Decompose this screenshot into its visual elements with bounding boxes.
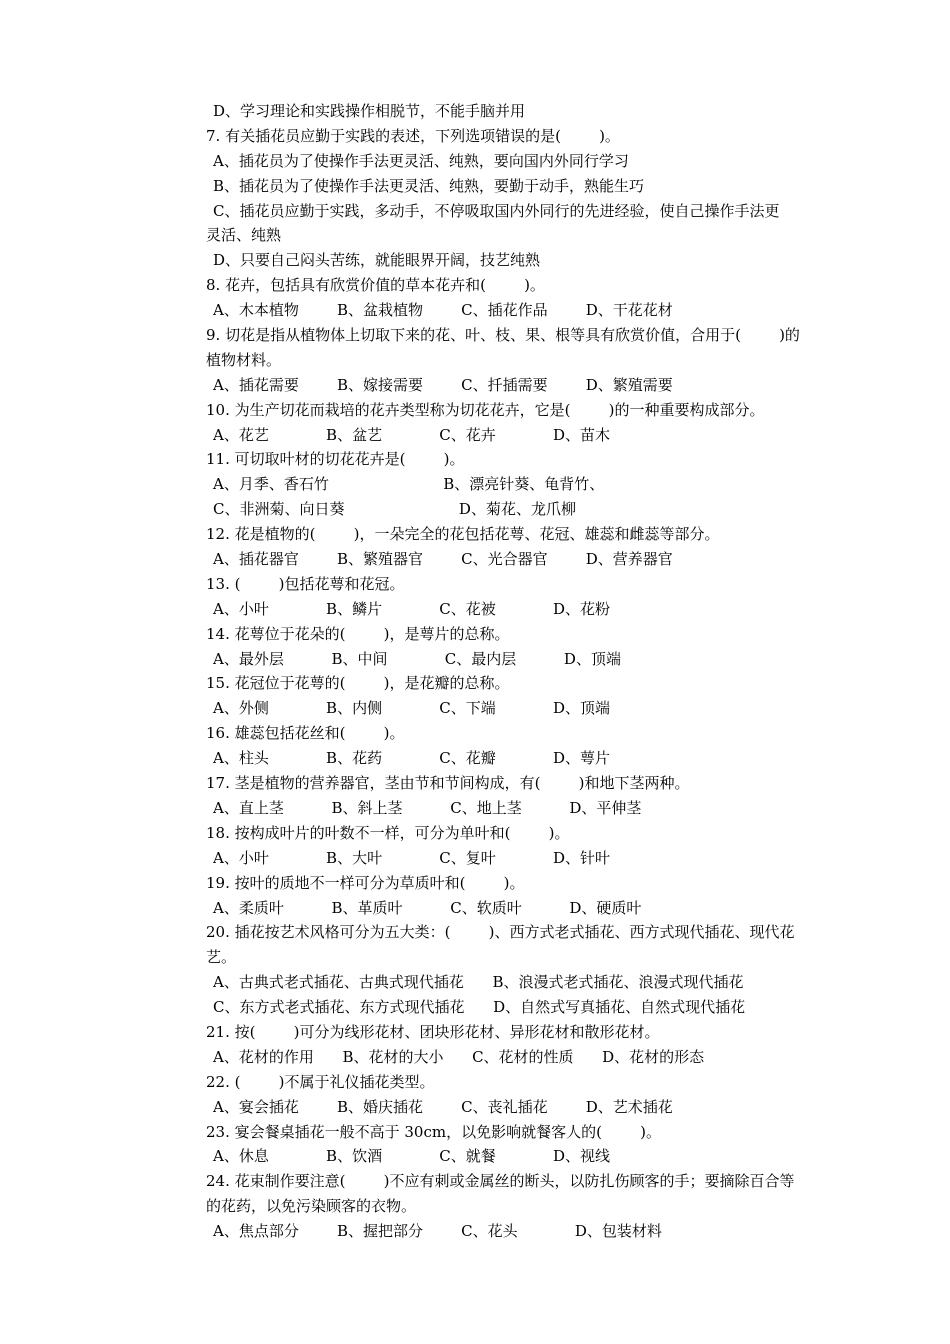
question-text-line: 21. 按( )可分为线形花材、团块形花材、异形花材和散形花材。 — [206, 1022, 660, 1041]
question-text-line: 24. 花束制作要注意( )不应有刺或金属丝的断头，以防扎伤顾客的手；要摘除百合等 — [206, 1172, 795, 1191]
answer-options-line: A、古典式老式插花、古典式现代插花 B、浪漫式老式插花、浪漫式现代插花 — [213, 973, 744, 992]
question-text-line: 23. 宴会餐桌插花一般不高于 30cm，以免影响就餐客人的( )。 — [206, 1122, 661, 1141]
question-text-line: 14. 花萼位于花朵的( )，是萼片的总称。 — [206, 624, 510, 643]
question-text-line: 灵活、纯熟 — [206, 226, 282, 245]
question-text-line: 11. 可切取叶材的切花花卉是( )。 — [206, 450, 465, 469]
answer-options-line: C、非洲菊、向日葵 D、菊花、龙爪柳 — [213, 500, 576, 519]
answer-options-line: B、插花员为了使操作手法更灵活、纯熟，要勤于动手，熟能生巧 — [213, 176, 645, 195]
question-text-line: 8. 花卉，包括具有欣赏价值的草本花卉和( )。 — [206, 276, 545, 295]
question-text-line: 的花药，以免污染顾客的衣物。 — [206, 1197, 417, 1216]
question-text-line: 15. 花冠位于花萼的( )，是花瓣的总称。 — [206, 674, 510, 693]
answer-options-line: A、小叶 B、鳞片 C、花被 D、花粉 — [213, 599, 611, 618]
answer-options-line: A、小叶 B、大叶 C、复叶 D、针叶 — [213, 848, 611, 867]
answer-options-line: A、最外层 B、中间 C、最内层 D、顶端 — [213, 649, 621, 668]
question-text-line: 20. 插花按艺术风格可分为五大类：( )、西方式老式插花、西方式现代插花、现代花 — [206, 923, 795, 942]
answer-options-line: A、插花器官 B、繁殖器官 C、光合器官 D、营养器官 — [213, 550, 673, 569]
answer-options-line: D、只要自己闷头苦练，就能眼界开阔，技艺纯熟 — [213, 251, 541, 270]
answer-options-line: A、插花需要 B、嫁接需要 C、扦插需要 D、繁殖需要 — [213, 375, 673, 394]
question-text-line: 12. 花是植物的( )，一朵完全的花包括花萼、花冠、雄蕊和雌蕊等部分。 — [206, 525, 720, 544]
question-text-line: 9. 切花是指从植物体上切取下来的花、叶、枝、果、根等具有欣赏价值，合用于( )的 — [206, 326, 800, 345]
answer-options-line: A、休息 B、饮酒 C、就餐 D、视线 — [213, 1147, 611, 1166]
answer-options-line: A、木本植物 B、盆栽植物 C、插花作品 D、干花花材 — [213, 301, 673, 320]
answer-options-line: A、外侧 B、内侧 C、下端 D、顶端 — [213, 699, 611, 718]
question-text-line: 艺。 — [206, 948, 237, 967]
question-text-line: 17. 茎是植物的营养器官，茎由节和节间构成，有( )和地下茎两种。 — [206, 774, 690, 793]
answer-options-line: A、花艺 B、盆艺 C、花卉 D、苗木 — [213, 425, 611, 444]
answer-options-line: A、插花员为了使操作手法更灵活、纯熟，要向国内外同行学习 — [213, 151, 629, 170]
answer-options-line: A、焦点部分 B、握把部分 C、花头 D、包装材料 — [213, 1222, 662, 1241]
document-page — [206, 99, 866, 1244]
question-text-line: 22. ( )不属于礼仪插花类型。 — [206, 1072, 435, 1091]
question-text-line: 10. 为生产切花而栽培的花卉类型称为切花花卉，它是( )的一种重要构成部分。 — [206, 400, 765, 419]
question-text-line: 19. 按叶的质地不一样可分为草质叶和( )。 — [206, 873, 525, 892]
answer-options-line: A、宴会插花 B、婚庆插花 C、丧礼插花 D、艺术插花 — [213, 1097, 673, 1116]
question-text-line: 13. ( )包括花萼和花冠。 — [206, 574, 405, 593]
question-text-line: 植物材料。 — [206, 350, 282, 369]
question-text-line: 16. 雄蕊包括花丝和( )。 — [206, 724, 405, 743]
answer-options-line: A、直上茎 B、斜上茎 C、地上茎 D、平伸茎 — [213, 798, 642, 817]
question-text-line: 7. 有关插花员应勤于实践的表述，下列选项错误的是( )。 — [206, 126, 620, 145]
answer-options-line: A、柔质叶 B、革质叶 C、软质叶 D、硬质叶 — [213, 898, 642, 917]
answer-options-line: A、月季、香石竹 B、漂亮针葵、龟背竹、 — [213, 475, 605, 494]
answer-options-line: C、东方式老式插花、东方式现代插花 D、自然式写真插花、自然式现代插花 — [213, 998, 746, 1017]
answer-options-line: A、花材的作用 B、花材的大小 C、花材的性质 D、花材的形态 — [213, 1047, 705, 1066]
question-text-line: 18. 按构成叶片的叶数不一样，可分为单叶和( )。 — [206, 823, 570, 842]
answer-options-line: D、学习理论和实践操作相脱节，不能手脑并用 — [213, 102, 526, 120]
answer-options-line: C、插花员应勤于实践，多动手，不停吸取国内外同行的先进经验，使自己操作手法更 — [213, 201, 780, 220]
answer-options-line: A、柱头 B、花药 C、花瓣 D、萼片 — [213, 749, 611, 768]
